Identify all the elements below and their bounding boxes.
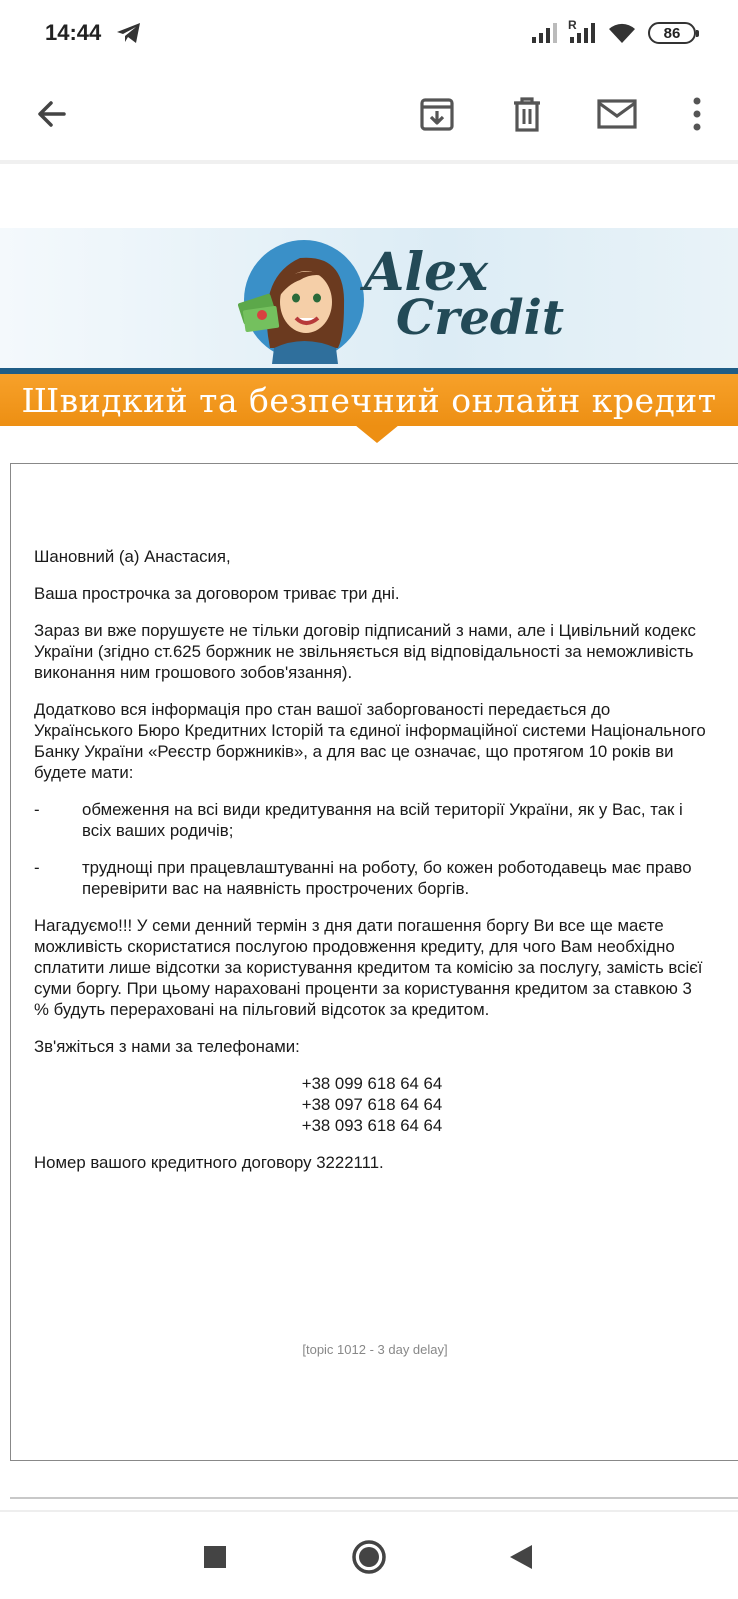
- status-bar: [0, 0, 738, 66]
- letter-paragraph: Зараз ви вже порушуєте не тільки договір підписаний з нами, але і Цивільний кодекс України (згідно ст.625 боржник не звільняється від відповідальності за неможливість виконання ним грошового зобов'язання).: [34, 621, 696, 682]
- letter-body: [34, 546, 710, 1189]
- more-options-button[interactable]: [667, 84, 727, 144]
- telegram-icon: [116, 22, 142, 44]
- phone-number-link[interactable]: +38 099 618 64 64: [301, 1074, 443, 1093]
- banner-tagline: Швидкий та безпечний онлайн кредит: [21, 380, 717, 420]
- email-banner: [0, 228, 738, 448]
- toolbar-divider: [0, 160, 738, 164]
- signal-icon: [568, 22, 598, 44]
- archive-icon: [418, 95, 456, 133]
- letter-paragraph: Додатково вся інформація про стан вашої заборгованості передається до Українського Бюро Кредитних Історій та єдиної інформаційної системи Національного Банку України «Реєстр боржників», а для вас це означає, що протягом 10 років ви будете мати:: [34, 700, 706, 782]
- logo-text-alex: Alex: [364, 242, 489, 303]
- mark-unread-button[interactable]: [587, 84, 647, 144]
- bullet-text: обмеження на всі види кредитування на всій території України, як у Вас, так і всіх ваших родичів;: [82, 800, 683, 840]
- letter-box: [10, 463, 738, 1461]
- mail-toolbar: [0, 70, 738, 160]
- system-back-button[interactable]: [499, 1535, 543, 1579]
- letter-paragraph: Нагадуємо!!! У семи денний термін з дня дати погашення боргу Ви все ще маєте можливість скористатися послугою продовження кредиту, для чого Вам необхідно сплатити лише відсотки за користування кредитом та комісію за послугу, замість всієї суми боргу. При цьому нараховані проценти за користування кредитом за ставкою 3 % будуть перераховані на пільговий відсоток за кредитом.: [34, 916, 703, 1019]
- delete-button[interactable]: [497, 84, 557, 144]
- roaming-indicator: R: [568, 18, 577, 32]
- more-vert-icon: [691, 96, 703, 132]
- phone-number-link[interactable]: +38 093 618 64 64: [301, 1116, 443, 1135]
- circle-icon: [351, 1539, 387, 1575]
- mail-icon: [596, 97, 638, 131]
- status-time: 14:44: [45, 20, 102, 45]
- nav-divider: [0, 1510, 738, 1512]
- letter-paragraph: Ваша прострочка за договором триває три дні.: [34, 584, 400, 603]
- letter-bullet: [34, 799, 710, 841]
- letter-greeting: Шановний (а) Анастасия,: [34, 547, 231, 566]
- back-button[interactable]: [22, 84, 82, 144]
- bullet-dash: -: [34, 800, 40, 819]
- bullet-dash: -: [34, 858, 40, 877]
- battery-level: 86: [663, 24, 681, 42]
- letter-bullet: [34, 857, 710, 899]
- wifi-icon: [608, 21, 636, 45]
- phone-number-link[interactable]: +38 097 618 64 64: [301, 1095, 443, 1114]
- home-button[interactable]: [347, 1535, 391, 1579]
- battery-indicator: [648, 22, 696, 44]
- content-divider: [10, 1497, 738, 1499]
- recents-button[interactable]: [193, 1535, 237, 1579]
- signal-icon: [530, 22, 560, 44]
- mascot-logo-icon: [238, 236, 368, 364]
- trash-icon: [509, 95, 545, 133]
- letter-paragraph: Зв'яжіться з нами за телефонами:: [34, 1037, 300, 1056]
- topic-tag: [topic 1012 - 3 day delay]: [302, 1342, 448, 1357]
- square-icon: [203, 1545, 227, 1569]
- system-nav-bar: [0, 1515, 738, 1599]
- letter-contract-number: Номер вашого кредитного договору 3222111.: [34, 1153, 384, 1172]
- triangle-back-icon: [508, 1543, 534, 1571]
- bullet-text: труднощі при працевлаштуванні на роботу, бо кожен роботодавець має право перевірити вас на наявність прострочених боргів.: [82, 858, 692, 898]
- phone-list: [34, 1073, 710, 1136]
- banner-arrow: [355, 425, 399, 443]
- arrow-left-icon: [34, 96, 70, 132]
- logo-text-credit: Credit: [396, 290, 564, 346]
- archive-button[interactable]: [407, 84, 467, 144]
